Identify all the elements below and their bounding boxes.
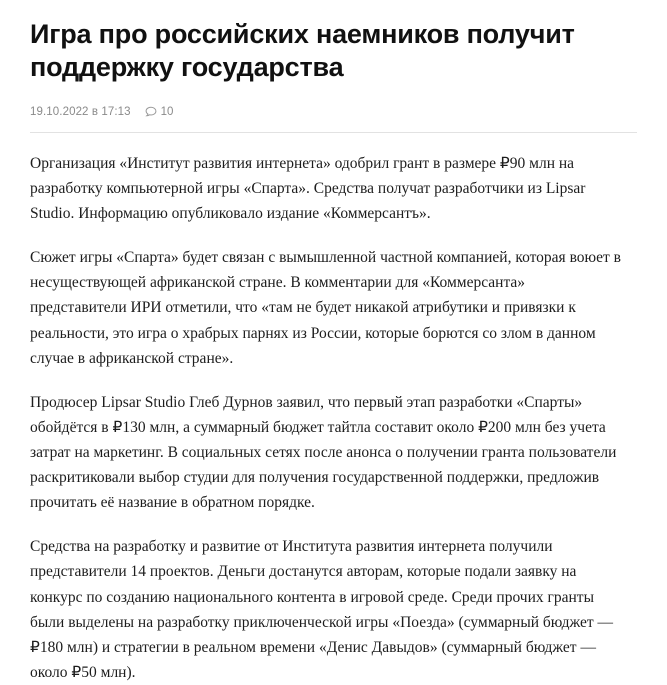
comment-bubble-icon bbox=[145, 106, 157, 118]
comments-count: 10 bbox=[160, 105, 174, 118]
article-paragraph: Средства на разработку и развитие от Института развития интернета получили представители 14 проектов. Деньги достанутся авторам, которые подали заявку на конкурс по созданию национального контента в игровой среде. Среди прочих гранты были выделены на разработку приключенческой игры «Поезда» (суммарный бюджет — ₽180 млн) и стратегии в реальном времени «Денис Давыдов» (суммарный бюджет — около ₽50 млн). bbox=[30, 538, 614, 681]
article-paragraph: Сюжет игры «Спарта» будет связан с вымышленной частной компанией, которая воюет в несуществующей африканской стране. В комментарии для «Коммерсанта» представители ИРИ отметили, что «там не будет никакой атрибутики и привязки к реальности, это игра о храбрых парнях из России, которые борются со злом в данном случае в африканской стране». bbox=[30, 249, 621, 367]
article-paragraph: Продюсер Lipsar Studio Глеб Дурнов заявил, что первый этап разработки «Спарты» обойдётся в ₽130 млн, а суммарный бюджет тайтла составит около ₽200 млн без учета затрат на маркетинг. В социальных сетях после анонса о получении гранта пользователи раскритиковали выбор студии для получения государственной поддержки, предложив прочитать её название в обратном порядке. bbox=[30, 393, 617, 512]
comments-link[interactable] bbox=[145, 106, 174, 118]
page-title: Игра про российских наемников получит поддержку государства bbox=[30, 19, 575, 82]
article-meta bbox=[30, 106, 637, 133]
publish-date: 19.10.2022 в 17:13 bbox=[30, 105, 131, 118]
article-body bbox=[30, 151, 637, 685]
article-paragraph: Организация «Институт развития интернета» одобрил грант в размере ₽90 млн на разработку компьютерной игры «Спарта». Средства получат разработчики из Lipsar Studio. Информацию опубликовало издание «Коммерсантъ». bbox=[30, 154, 586, 223]
